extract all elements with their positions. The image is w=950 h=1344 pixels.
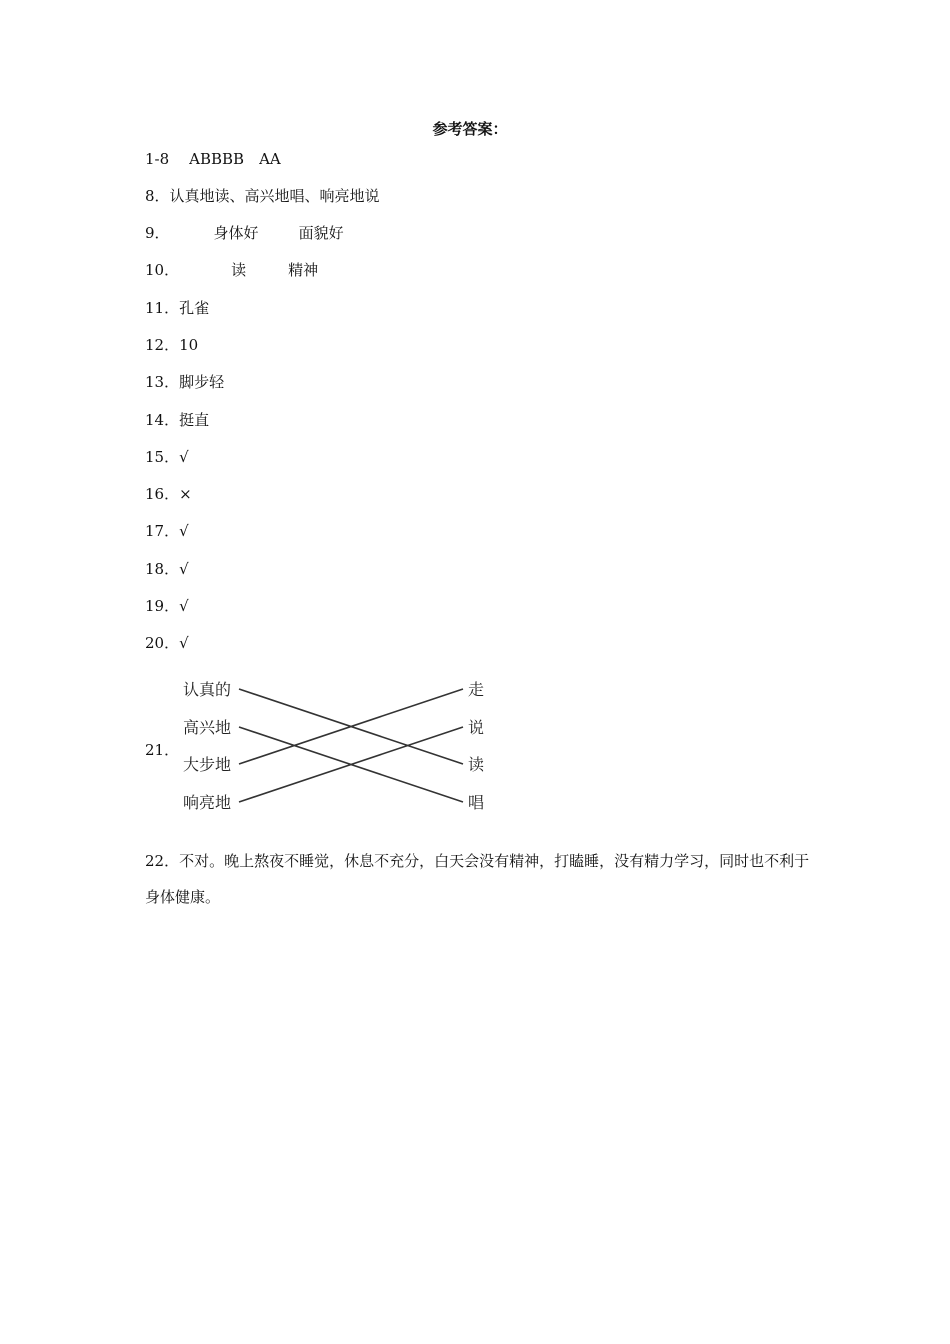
left-item-3: 大步地 (183, 755, 232, 774)
answer-text: × (179, 485, 192, 503)
answer-number: 10． (145, 261, 180, 279)
matching-diagram (175, 672, 505, 822)
answer-blank-1: 身体好 (213, 224, 259, 242)
answer-text: 10 (179, 336, 199, 354)
right-column (468, 680, 484, 812)
answer-number: 12． (145, 336, 180, 354)
answer-number: 13． (145, 373, 180, 391)
left-item-2: 高兴地 (183, 718, 232, 737)
answer-text: √ (179, 560, 189, 578)
answer-number-21: 21． (145, 741, 180, 759)
answer-number: 14． (145, 411, 180, 429)
answer-line-8 (145, 186, 380, 206)
right-item-3: 读 (468, 755, 485, 774)
left-item-4: 响亮地 (183, 793, 232, 812)
right-item-2: 说 (468, 718, 485, 737)
answer-text: √ (179, 634, 189, 652)
left-column (183, 680, 231, 812)
answer-text: √ (179, 522, 189, 540)
answer-line-16 (145, 484, 192, 504)
answer-line-12 (145, 335, 198, 355)
answer-text: 不对。晚上熬夜不睡觉，休息不充分，白天会没有精神，打瞌睡，没有精力学习，同时也不利于身体健康。 (145, 852, 810, 906)
answer-number: 15． (145, 448, 180, 466)
left-item-1: 认真的 (183, 680, 232, 699)
answer-text: √ (179, 597, 189, 615)
answer-number: 11． (145, 299, 180, 317)
right-item-4: 唱 (468, 793, 485, 812)
answer-line-10 (145, 260, 318, 280)
answer-number: 17． (145, 522, 180, 540)
matching-lines (239, 689, 463, 802)
answer-line-22 (145, 843, 815, 915)
answer-text: 孔雀 (179, 299, 210, 317)
answer-number: 20． (145, 634, 180, 652)
answer-line-14 (145, 410, 209, 430)
page-title: 参考答案： (432, 120, 508, 138)
answer-text: 脚步轻 (179, 373, 225, 391)
answer-line-11 (145, 298, 209, 318)
answer-blank-2: 面貌好 (298, 224, 344, 242)
answer-blank-2: 精神 (288, 261, 319, 279)
answer-number: 8． (145, 187, 170, 205)
answer-line-1-8 (145, 149, 281, 169)
answer-line-17 (145, 521, 189, 541)
answer-number: 18． (145, 560, 180, 578)
answer-line-20 (145, 633, 189, 653)
answer-text: 认真地读、高兴地唱、响亮地说 (169, 187, 380, 205)
answer-line-13 (145, 372, 224, 392)
answer-number: 22． (145, 852, 180, 870)
answer-number: 16． (145, 485, 180, 503)
answer-text: ABBBB AA (189, 150, 281, 168)
answer-number: 9． (145, 224, 170, 242)
answer-line-19 (145, 596, 189, 616)
answer-text: 挺直 (179, 411, 210, 429)
answer-blank-1: 读 (231, 261, 247, 279)
right-item-1: 走 (468, 680, 485, 699)
answer-number: 19． (145, 597, 180, 615)
answer-line-18 (145, 559, 189, 579)
answer-number: 1-8 (145, 150, 170, 168)
answer-line-9 (145, 223, 344, 243)
answer-text: √ (179, 448, 189, 466)
answer-line-15 (145, 447, 189, 467)
